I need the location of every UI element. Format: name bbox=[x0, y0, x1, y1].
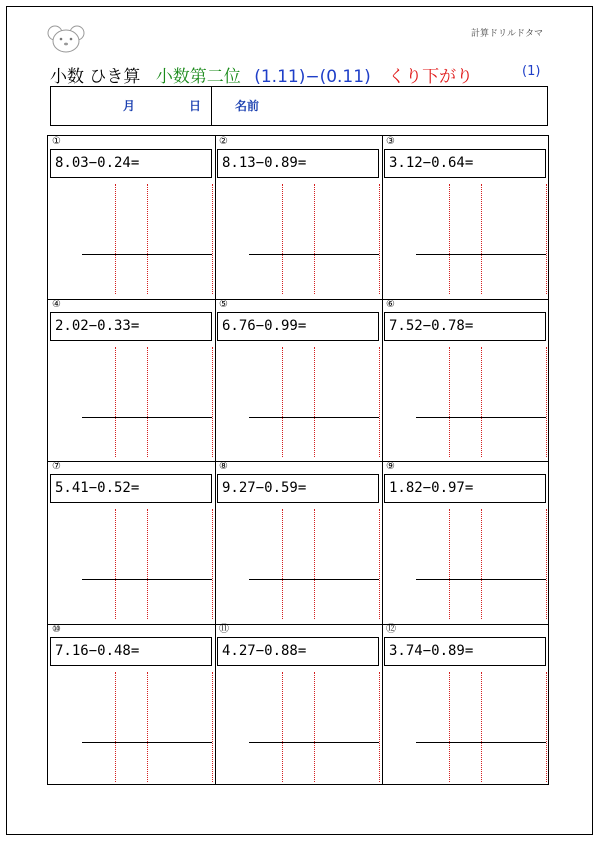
answer-line bbox=[82, 579, 212, 580]
problem-expression: 3.74−0.89= bbox=[389, 643, 474, 659]
column-guide-line bbox=[481, 347, 482, 457]
column-guide-line bbox=[147, 672, 148, 782]
problem-expression: 2.02−0.33= bbox=[55, 318, 140, 334]
problem-number: ③ bbox=[386, 136, 395, 147]
problem-box bbox=[384, 312, 546, 341]
column-guide-line bbox=[115, 347, 116, 457]
column-guide-line bbox=[379, 184, 380, 294]
column-guide-line bbox=[147, 347, 148, 457]
problem-box bbox=[384, 637, 546, 666]
name-label: 名前 bbox=[235, 99, 260, 113]
answer-line bbox=[249, 254, 379, 255]
column-guide-line bbox=[282, 672, 283, 782]
problem-cell bbox=[215, 136, 382, 299]
site-name: 計算ドリルドタマ bbox=[470, 29, 543, 39]
column-guide-line bbox=[282, 184, 283, 294]
answer-line bbox=[82, 417, 212, 418]
column-guide-line bbox=[379, 509, 380, 619]
problem-number: ⑥ bbox=[386, 299, 395, 310]
column-guide-line bbox=[481, 509, 482, 619]
mouse-logo-icon bbox=[46, 24, 86, 54]
problem-cell bbox=[48, 299, 215, 462]
column-guide-line bbox=[481, 184, 482, 294]
sheet-number: (1) bbox=[522, 64, 541, 79]
problem-box bbox=[50, 474, 212, 503]
problem-number: ⑧ bbox=[219, 461, 228, 472]
problem-expression: 5.41−0.52= bbox=[55, 480, 140, 496]
column-guide-line bbox=[314, 672, 315, 782]
problem-number: ④ bbox=[52, 299, 61, 310]
column-guide-line bbox=[115, 672, 116, 782]
answer-line bbox=[416, 417, 546, 418]
problem-number: ① bbox=[52, 136, 61, 147]
answer-line bbox=[416, 579, 546, 580]
problem-number: ⑦ bbox=[52, 461, 61, 472]
answer-line bbox=[82, 254, 212, 255]
column-guide-line bbox=[282, 509, 283, 619]
problem-number: ⑨ bbox=[386, 461, 395, 472]
column-guide-line bbox=[546, 184, 547, 294]
answer-line bbox=[82, 742, 212, 743]
problem-expression: 6.76−0.99= bbox=[222, 318, 307, 334]
day-label: 日 bbox=[189, 99, 202, 113]
problem-expression: 3.12−0.64= bbox=[389, 155, 474, 171]
problem-cell bbox=[48, 136, 215, 299]
column-guide-line bbox=[449, 184, 450, 294]
problem-cell bbox=[48, 461, 215, 624]
column-guide-line bbox=[314, 509, 315, 619]
column-guide-line bbox=[449, 347, 450, 457]
problem-number: ⑩ bbox=[52, 624, 61, 635]
problem-cell bbox=[382, 136, 548, 299]
column-guide-line bbox=[212, 347, 213, 457]
column-guide-line bbox=[115, 509, 116, 619]
problem-cell bbox=[48, 624, 215, 787]
problem-number: ⑫ bbox=[386, 624, 396, 635]
problem-box bbox=[50, 312, 212, 341]
problem-cell bbox=[215, 624, 382, 787]
problem-cell bbox=[215, 461, 382, 624]
problem-number: ② bbox=[219, 136, 228, 147]
problem-box bbox=[217, 312, 379, 341]
problem-expression: 1.82−0.97= bbox=[389, 480, 474, 496]
month-label: 月 bbox=[123, 99, 136, 113]
column-guide-line bbox=[481, 672, 482, 782]
problem-expression: 8.13−0.89= bbox=[222, 155, 307, 171]
answer-line bbox=[416, 254, 546, 255]
problem-cell bbox=[382, 299, 548, 462]
problem-grid bbox=[47, 135, 549, 785]
column-guide-line bbox=[546, 509, 547, 619]
problem-cell bbox=[382, 461, 548, 624]
problem-expression: 7.16−0.48= bbox=[55, 643, 140, 659]
answer-line bbox=[249, 579, 379, 580]
answer-line bbox=[249, 417, 379, 418]
worksheet-title bbox=[50, 62, 473, 87]
problem-expression: 9.27−0.59= bbox=[222, 480, 307, 496]
column-guide-line bbox=[282, 347, 283, 457]
column-guide-line bbox=[449, 509, 450, 619]
header-divider bbox=[211, 87, 212, 125]
column-guide-line bbox=[212, 509, 213, 619]
problem-box bbox=[384, 474, 546, 503]
problem-number: ⑪ bbox=[219, 624, 229, 635]
header-box bbox=[50, 86, 548, 126]
problem-number: ⑤ bbox=[219, 299, 228, 310]
problem-expression: 8.03−0.24= bbox=[55, 155, 140, 171]
answer-line bbox=[249, 742, 379, 743]
answer-line bbox=[416, 742, 546, 743]
column-guide-line bbox=[212, 672, 213, 782]
problem-box bbox=[50, 637, 212, 666]
column-guide-line bbox=[449, 672, 450, 782]
column-guide-line bbox=[212, 184, 213, 294]
problem-cell bbox=[215, 299, 382, 462]
column-guide-line bbox=[546, 672, 547, 782]
title-type: くり下がり bbox=[388, 67, 474, 87]
problem-box bbox=[217, 149, 379, 178]
title-pattern: (1.11)−(0.11) bbox=[254, 67, 371, 87]
problem-box bbox=[384, 149, 546, 178]
problem-box bbox=[217, 637, 379, 666]
column-guide-line bbox=[147, 184, 148, 294]
column-guide-line bbox=[314, 347, 315, 457]
title-level: 小数第二位 bbox=[155, 67, 241, 87]
column-guide-line bbox=[314, 184, 315, 294]
problem-expression: 4.27−0.88= bbox=[222, 643, 307, 659]
column-guide-line bbox=[147, 509, 148, 619]
problem-box bbox=[50, 149, 212, 178]
column-guide-line bbox=[115, 184, 116, 294]
column-guide-line bbox=[379, 672, 380, 782]
column-guide-line bbox=[379, 347, 380, 457]
problem-box bbox=[217, 474, 379, 503]
problem-cell bbox=[382, 624, 548, 787]
problem-expression: 7.52−0.78= bbox=[389, 318, 474, 334]
column-guide-line bbox=[546, 347, 547, 457]
title-topic: 小数 ひき算 bbox=[50, 67, 141, 87]
